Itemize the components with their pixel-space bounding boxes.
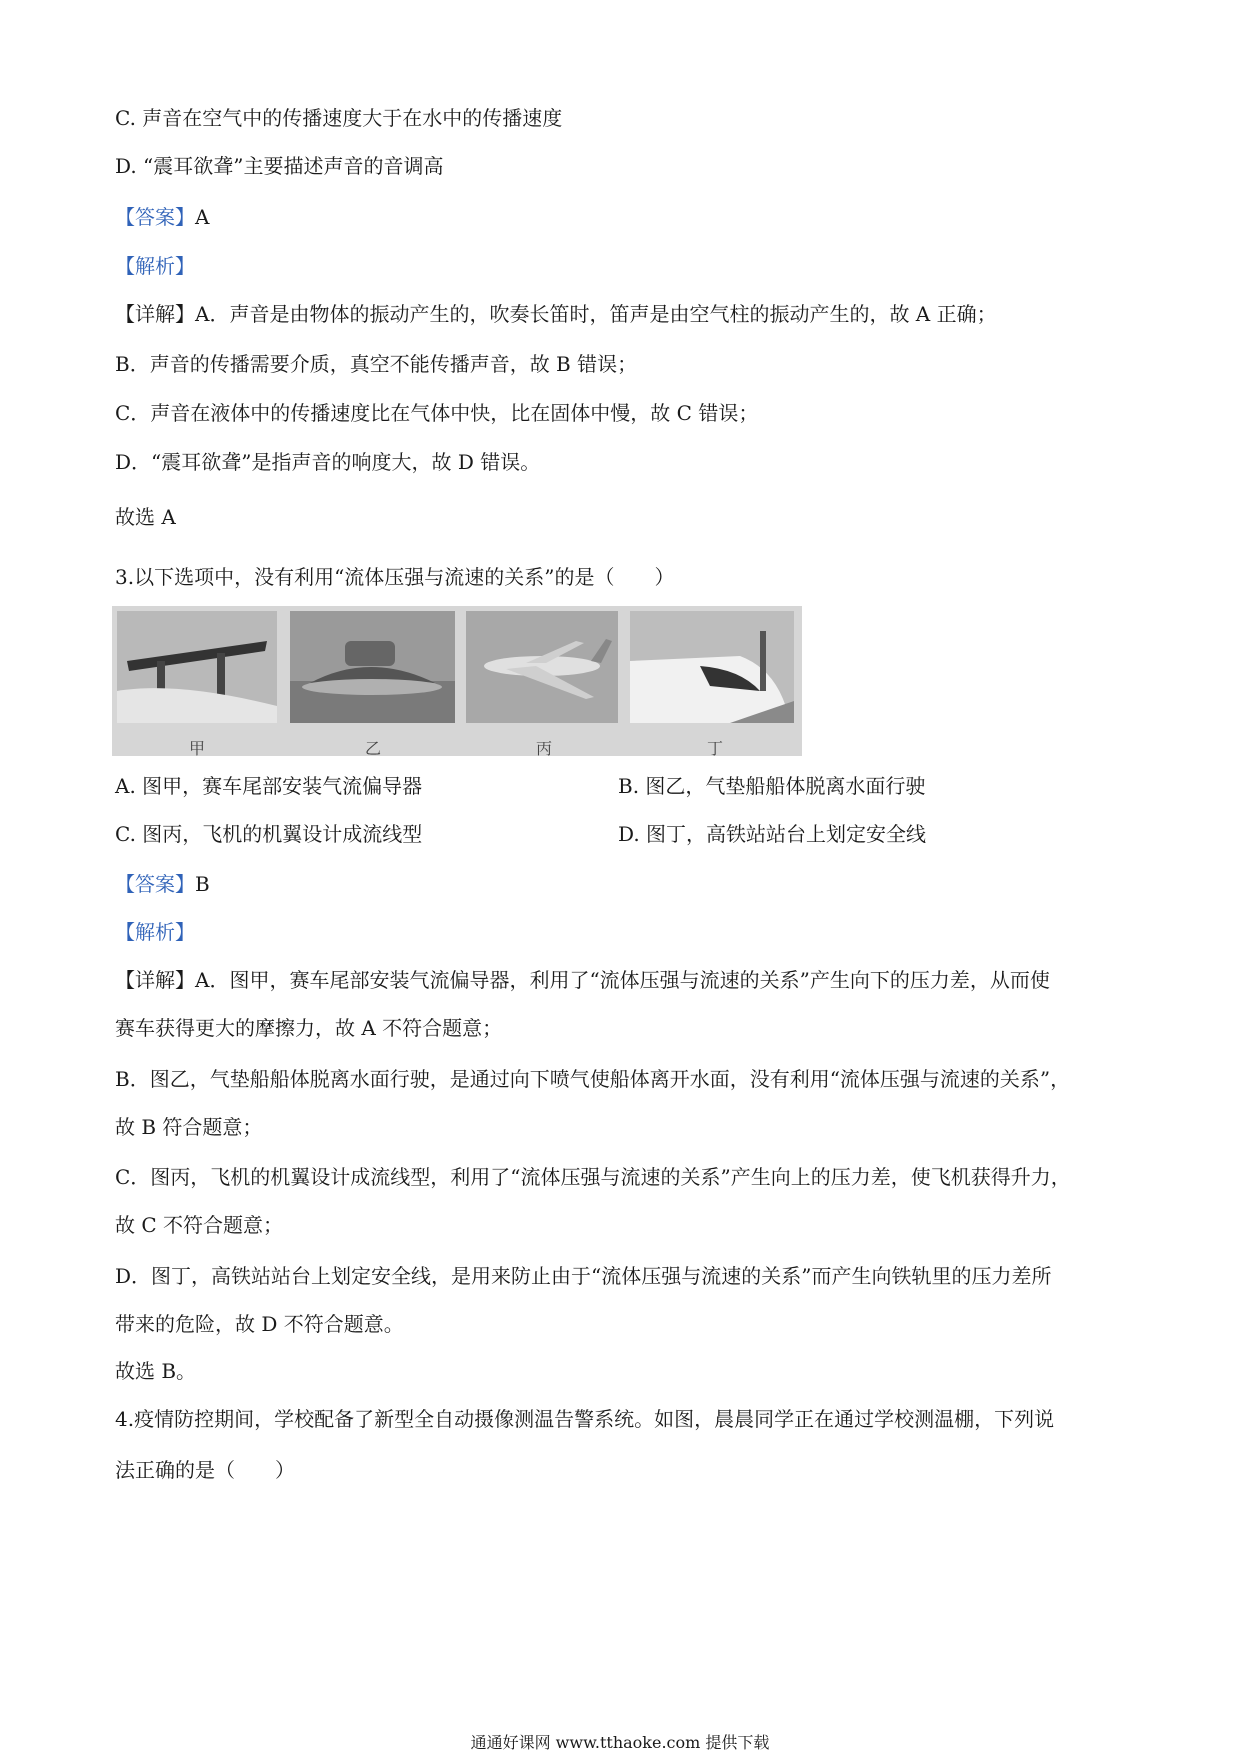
q2-analysis-tag: 【解析】 (115, 254, 195, 278)
caption-bing: 丙 (536, 739, 553, 758)
q2-detail-line: 【详解】A．声音是由物体的振动产生的，吹奏长笛时，笛声是由空气柱的振动产生的，故 A 正确； (115, 302, 997, 326)
q3-figure-strip (112, 606, 802, 756)
q4-stem-line: 4.疫情防控期间，学校配备了新型全自动摄像测温告警系统。如图，晨晨同学正在通过学校测温棚，下列说 (115, 1407, 1055, 1431)
q3-detail-line: 故 C 不符合题意； (115, 1213, 284, 1237)
q2-answer (115, 203, 209, 231)
q3-detail-line: 【详解】A．图甲，赛车尾部安装气流偏导器，利用了“流体压强与流速的关系”产生向下的压力差，从而使 (115, 968, 1050, 992)
figure-high-speed-train (630, 611, 794, 723)
q3-option-b: B. 图乙，气垫船船体脱离水面行驶 (618, 774, 926, 798)
caption-yi: 乙 (365, 739, 382, 758)
answer-tag: 【答案】 (115, 872, 195, 896)
q4-stem-line: 法正确的是（ ） (115, 1458, 295, 1482)
q3-detail-line: D．图丁，高铁站站台上划定安全线，是用来防止由于“流体压强与流速的关系”而产生向铁轨里的压力差所 (115, 1264, 1052, 1288)
q2-option-c: C. 声音在空气中的传播速度大于在水中的传播速度 (115, 106, 563, 130)
answer-tag: 【答案】 (115, 205, 195, 229)
q3-conclusion: 故选 B。 (115, 1359, 197, 1383)
footer: 通通好课网 www.tthaoke.com 提供下载 (470, 1733, 770, 1752)
answer-value: A (195, 205, 210, 229)
q3-option-c: C. 图丙，飞机的机翼设计成流线型 (115, 822, 423, 846)
q3-detail-line: 赛车获得更大的摩擦力，故 A 不符合题意； (115, 1016, 503, 1040)
q3-option-a: A. 图甲，赛车尾部安装气流偏导器 (115, 774, 423, 798)
q3-analysis-tag: 【解析】 (115, 920, 195, 944)
q3-answer (115, 870, 210, 898)
q3-option-d: D. 图丁，高铁站站台上划定安全线 (618, 822, 927, 846)
figure-race-car-spoiler (117, 611, 277, 723)
q2-detail-line: B．声音的传播需要介质，真空不能传播声音，故 B 错误； (115, 352, 638, 376)
caption-jia: 甲 (189, 739, 206, 758)
figure-hovercraft (290, 611, 455, 723)
q2-option-d: D. “震耳欲聋”主要描述声音的音调高 (115, 154, 444, 178)
q2-conclusion: 故选 A (115, 505, 176, 529)
answer-value: B (195, 872, 210, 896)
q3-detail-line: C．图丙，飞机的机翼设计成流线型，利用了“流体压强与流速的关系”产生向上的压力差，使飞机获得升力， (115, 1165, 1071, 1189)
q3-detail-line: 故 B 符合题意； (115, 1115, 263, 1139)
q3-stem: 3.以下选项中，没有利用“流体压强与流速的关系”的是（ ） (115, 565, 675, 589)
q2-detail-line: D．“震耳欲聋”是指声音的响度大，故 D 错误。 (115, 450, 541, 474)
caption-ding: 丁 (707, 739, 724, 758)
figure-airplane (466, 611, 618, 723)
q2-detail-line: C．声音在液体中的传播速度比在气体中快，比在固体中慢，故 C 错误； (115, 401, 759, 425)
q3-detail-line: B．图乙，气垫船船体脱离水面行驶，是通过向下喷气使船体离开水面，没有利用“流体压强与流速的关系”， (115, 1067, 1071, 1091)
q3-detail-line: 带来的危险，故 D 不符合题意。 (115, 1312, 404, 1336)
